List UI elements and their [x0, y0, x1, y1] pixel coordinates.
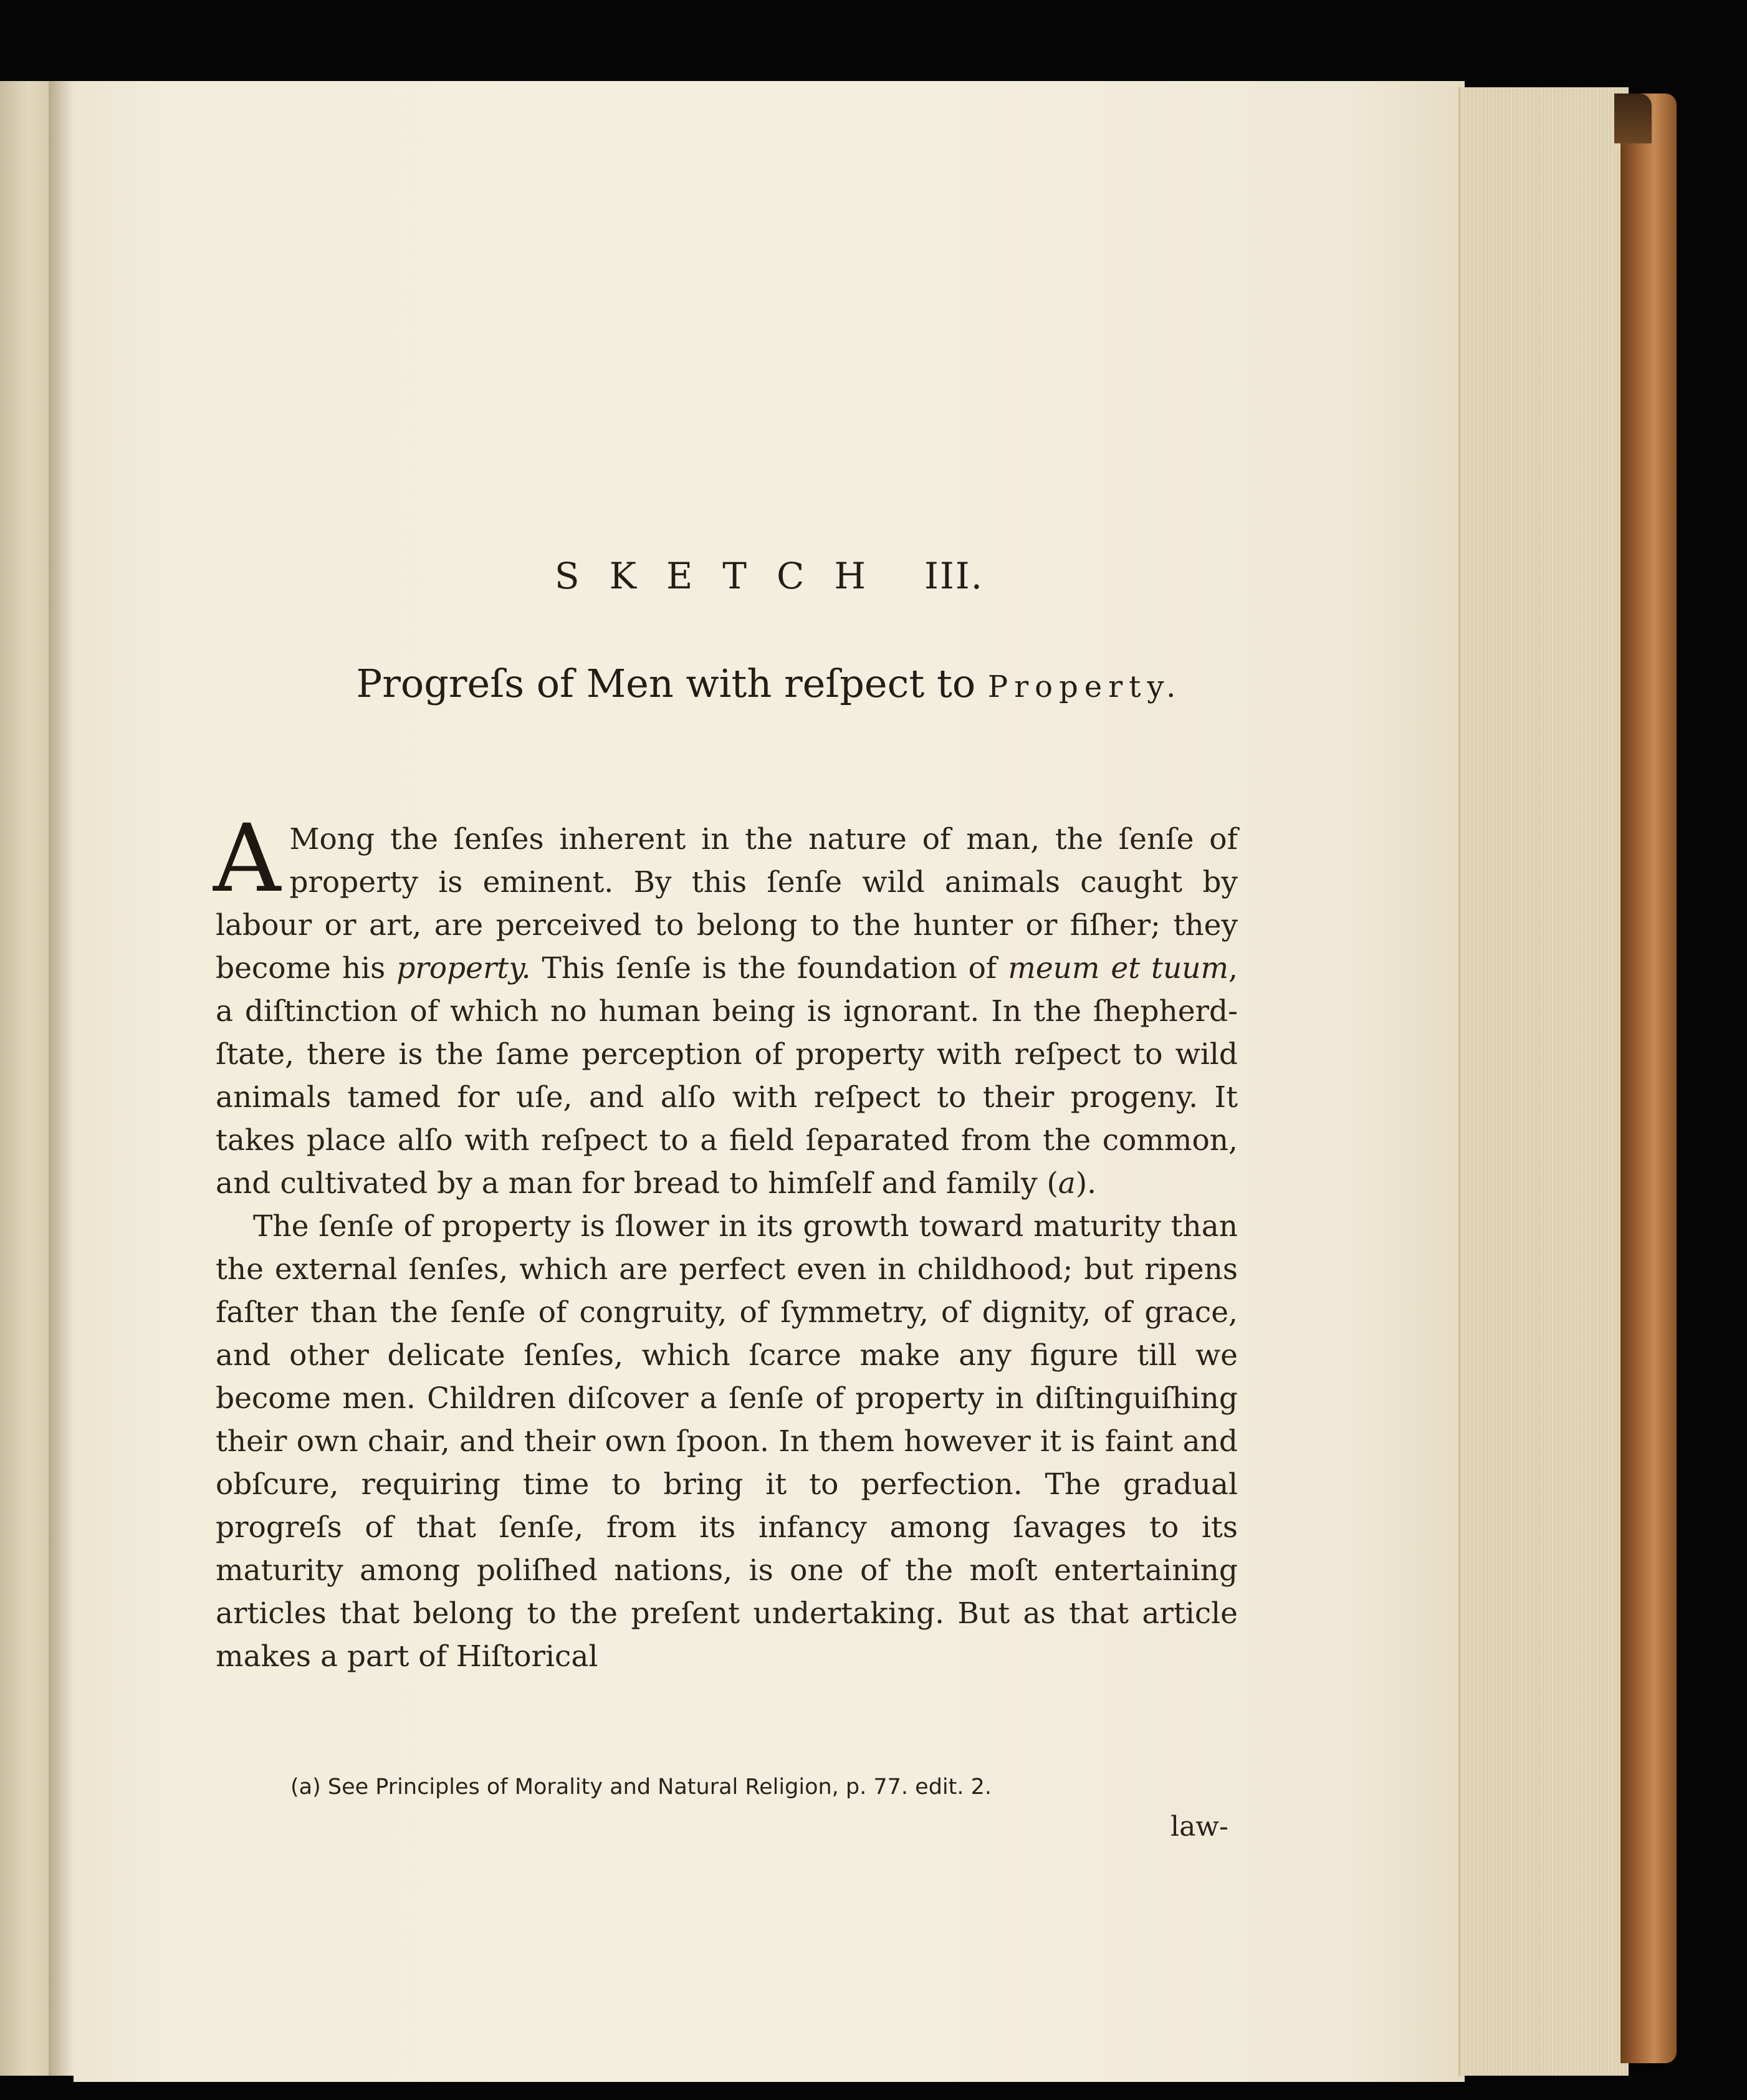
- catchword: law-: [1170, 1811, 1228, 1843]
- paragraph-1-text-c: , a diſtinction of which no human being is ignorant. In the ſhepherd-ſtate, there is the ſame perception of property with reſpect to wild animals tamed for uſe, and alſo with reſpect to their progeny. It takes place alſo with reſpect to a field ſeparated from the common, and cultivated by a man for bread to himſelf and family (: [216, 951, 1238, 1201]
- footnote: [290, 1775, 1101, 1800]
- footnote-marker: (a): [290, 1775, 321, 1800]
- paragraph-1-text-b: This ſenſe is the foundation of: [530, 951, 1008, 985]
- body-text: [213, 805, 1238, 1678]
- paragraph-2: The ſenſe of property is ſlower in its growth toward maturity than the external ſenſes, which are perfect even in childhood; but ripens faſter than the ſenſe of congruity, of ſymmetry, of dignity, of grace, and other delicate ſenſes, which ſcarce make any figure till we become men. Children diſcover a ſenſe of property in diſtinguiſhing their own chair, and their own ſpoon. In them however it is faint and obſcure, requiring time to bring it to perfection. The gradual progreſs of that ſenſe, from its infancy among ſavages to its maturity among poliſhed nations, is one of the moſt entertaining articles that belong to the preſent undertaking. But as that article makes a part of Hiſtorical: [216, 1209, 1238, 1674]
- footnote-ref: a: [1058, 1166, 1076, 1201]
- book-page: [74, 81, 1465, 2082]
- sketch-label: SKETCH: [554, 555, 896, 597]
- drop-cap: A: [213, 805, 281, 913]
- paragraph-1-text-a: Mong the ſenſes inherent in the nature of man, the ſenſe of property is eminent. By this ſenſe wild animals caught by labour or art, are perceived to belong to the hunter or fiſher; they become his: [216, 822, 1238, 985]
- footnote-text: See Principles of Morality and Natural Religion, p. 77. edit. 2.: [320, 1775, 992, 1800]
- chapter-title-smallcaps: Property.: [987, 669, 1182, 704]
- book-cover-corner: [1614, 93, 1652, 143]
- sketch-heading: [74, 555, 1465, 597]
- paragraph-1-text-d: ).: [1075, 1166, 1097, 1201]
- chapter-title-main: Progreſs of Men with reſpect to: [356, 661, 988, 706]
- chapter-title: [74, 661, 1465, 706]
- paragraph-1-italic-property: property.: [396, 951, 531, 985]
- sketch-number: III.: [924, 555, 984, 597]
- page-block-edges: [1458, 87, 1629, 2076]
- paragraph-1: [213, 805, 1238, 1205]
- book-gutter: [49, 81, 74, 2076]
- paragraph-1-italic-meum: meum et tuum: [1008, 951, 1229, 985]
- previous-page-edge: [0, 81, 50, 2076]
- book-cover: [1620, 93, 1677, 2063]
